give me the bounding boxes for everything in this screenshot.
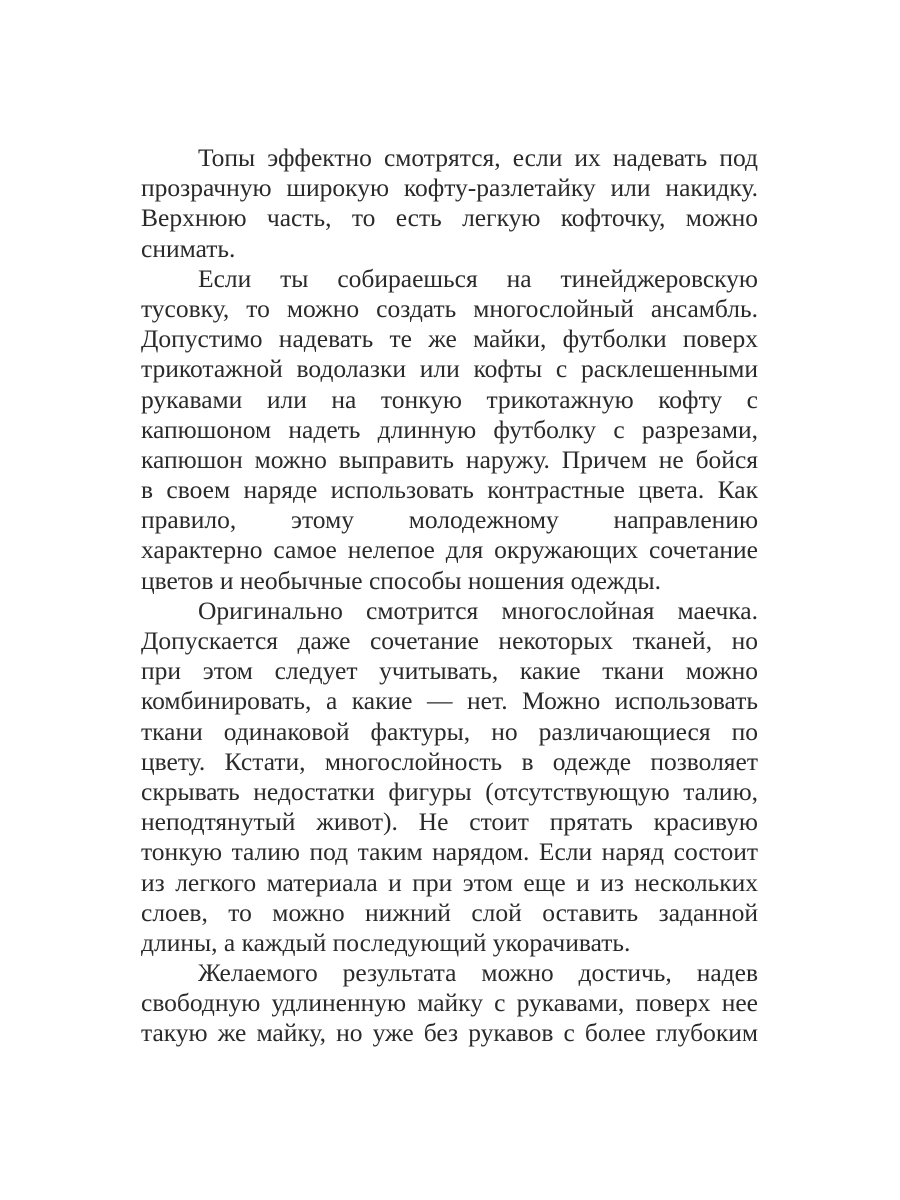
text-line: из легкого материала и при этом еще и из нескольких [141,867,758,897]
text-line: Если ты собираешься на тинейджеровскую [198,263,758,293]
text-line: прозрачную широкую кофту-разлетайку или накидку. [141,173,758,203]
text-line: снимать. [141,233,236,263]
text-line: цвету. Кстати, многослойность в одежде позволяет [141,746,758,776]
text-line: Топы эффектно смотрятся, если их надевать под [198,143,758,172]
paragraph-1 [141,143,758,264]
text-line: скрывать недостатки фигуры (отсутствующую талию, [141,776,758,806]
text-line: длины, а каждый последующий укорачивать. [141,927,631,957]
text-line: капюшоном надеть длинную футболку с разрезами, [141,414,758,444]
text-line: правило, этому молодежному направлению [141,505,758,535]
text-line: Оригинально смотрится многослойная маечка. [198,595,758,625]
paragraph-4 [141,958,758,1049]
text-line: капюшон можно выправить наружу. Причем не бойся [141,444,758,474]
paragraph-3 [141,596,758,958]
text-line: Желаемого результата можно достичь, надев [198,958,758,988]
text-line: цветов и необычные способы ношения одежды. [141,565,662,595]
text-line: рукавами или на тонкую трикотажную кофту с [141,384,758,414]
text-line: при этом следует учитывать, какие ткани можно [141,656,758,686]
body-text [141,143,758,1049]
text-line: характерно самое нелепое для окружающих сочетание [141,535,758,565]
paragraph-2 [141,264,758,596]
text-line: Допускается даже сочетание некоторых тканей, но [141,626,758,655]
text-line: в своем наряде использовать контрастные цвета. Как [141,475,758,505]
text-line: тусовку, то можно создать многослойный ансамбль. [141,293,758,323]
text-line: Допустимо надевать те же майки, футболки поверх [141,324,758,354]
text-line: тонкую талию под таким нарядом. Если наряд состоит [141,837,758,867]
text-line: ткани одинаковой фактуры, но различающиеся по [141,716,758,746]
text-line: такую же майку, но уже без рукавов с более глубоким [141,1018,758,1048]
text-line: неподтянутый живот). Не стоит прятать красивую [141,807,758,837]
text-line: трикотажной водолазки или кофты с расклешенными [141,354,758,384]
text-line: слоев, то можно нижний слой оставить заданной [141,897,758,927]
text-line: Верхнюю часть, то есть легкую кофточку, можно [141,203,758,233]
text-line: свободную удлиненную майку с рукавами, поверх нее [141,988,758,1018]
text-line: комбинировать, а какие — нет. Можно использовать [141,686,758,716]
